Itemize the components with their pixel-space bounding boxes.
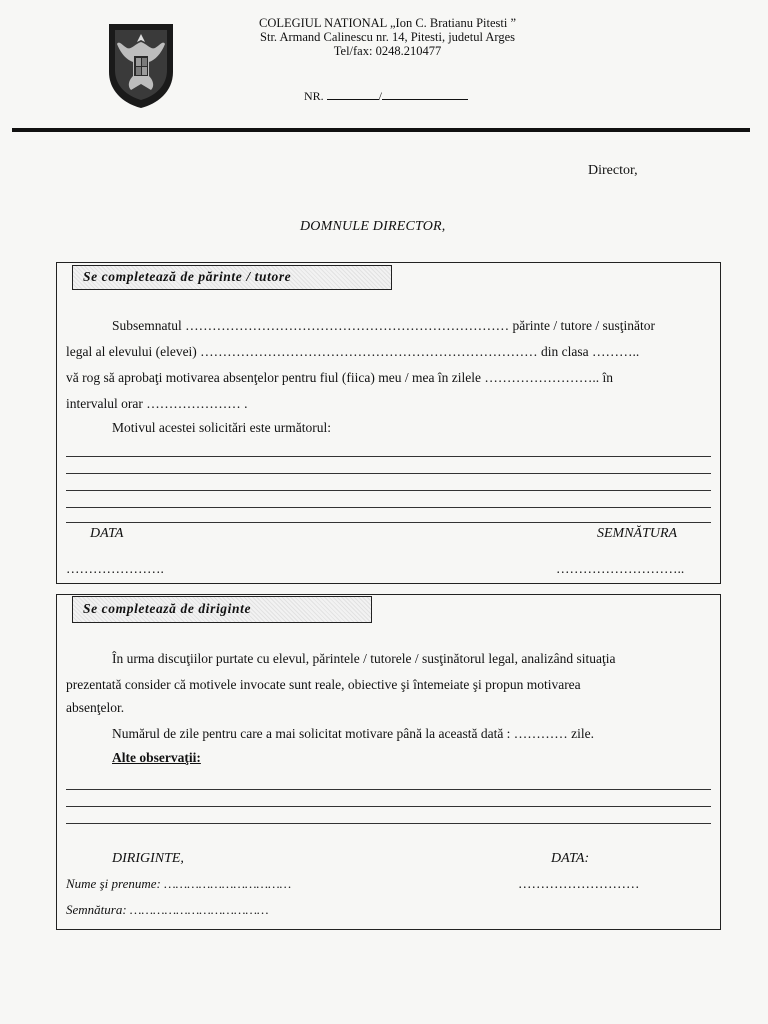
school-name: COLEGIUL NATIONAL „Ion C. Bratianu Pitesti ” <box>258 16 516 30</box>
parent-signature-field[interactable]: ……………………….. <box>556 561 685 576</box>
reason-line-3[interactable] <box>66 490 711 491</box>
registration-number <box>304 89 468 104</box>
nr-separator: / <box>378 89 383 103</box>
teacher-label: DIRIGINTE, <box>112 851 184 866</box>
observation-line-1[interactable] <box>66 789 711 790</box>
director-label: Director, <box>588 163 638 178</box>
teacher-days-line: Numărul de zile pentru care a mai solicitat motivare până la această dată : ………… zile. <box>112 726 595 741</box>
teacher-name-field[interactable]: Nume şi prenume: …………………………… <box>66 876 292 891</box>
nr-blank-2[interactable] <box>382 89 468 100</box>
salutation-title: DOMNULE DIRECTOR, <box>300 219 446 234</box>
parent-line-4: intervalul orar ………………… . <box>66 396 248 411</box>
school-address: Str. Armand Calinescu nr. 14, Pitesti, judetul Arges <box>260 30 515 44</box>
observation-line-3[interactable] <box>66 823 711 824</box>
parent-line-2: legal al elevului (elevei) ………………………………………………………………… din clasa ……….. <box>66 344 640 359</box>
reason-line-2[interactable] <box>66 473 711 474</box>
coat-of-arms-icon <box>105 20 177 110</box>
header-divider <box>12 128 750 132</box>
teacher-signature-field[interactable]: Semnătura: ……………………………… <box>66 902 269 917</box>
reason-line-5[interactable] <box>66 522 711 523</box>
parent-date-field[interactable]: …………………. <box>66 561 164 576</box>
teacher-date-field[interactable]: ……………………… <box>518 876 640 891</box>
teacher-para-line-3: absenţelor. <box>66 700 125 715</box>
observation-line-2[interactable] <box>66 806 711 807</box>
parent-line-1: Subsemnatul ……………………………………………………………… părinte / tutore / susţinător <box>112 318 655 333</box>
parent-section-tag: Se completează de părinte / tutore <box>72 265 392 290</box>
school-phone: Tel/fax: 0248.210477 <box>333 44 442 58</box>
teacher-para-line-1: În urma discuţiilor purtate cu elevul, părintele / tutorele / susţinătorul legal, analizând situaţia <box>112 651 616 666</box>
teacher-date-label: DATA: <box>551 851 590 866</box>
parent-line-3: vă rog să aprobaţi motivarea absenţelor pentru fiul (fiica) meu / mea în zilele …………………….. în <box>66 370 613 385</box>
reason-line-4[interactable] <box>66 507 711 508</box>
reason-line-1[interactable] <box>66 456 711 457</box>
teacher-para-line-2: prezentată consider că motivele invocate sunt reale, obiective şi întemeiate şi propun motivarea <box>66 677 581 692</box>
teacher-section-tag: Se completează de diriginte <box>72 596 372 623</box>
parent-date-label: DATA <box>90 526 124 541</box>
parent-signature-label: SEMNĂTURA <box>597 526 678 541</box>
observations-heading: Alte observaţii: <box>112 750 201 765</box>
parent-reason-label: Motivul acestei solicitări este următorul: <box>112 420 331 435</box>
nr-label: NR. <box>304 89 324 103</box>
nr-blank-1[interactable] <box>327 89 379 100</box>
